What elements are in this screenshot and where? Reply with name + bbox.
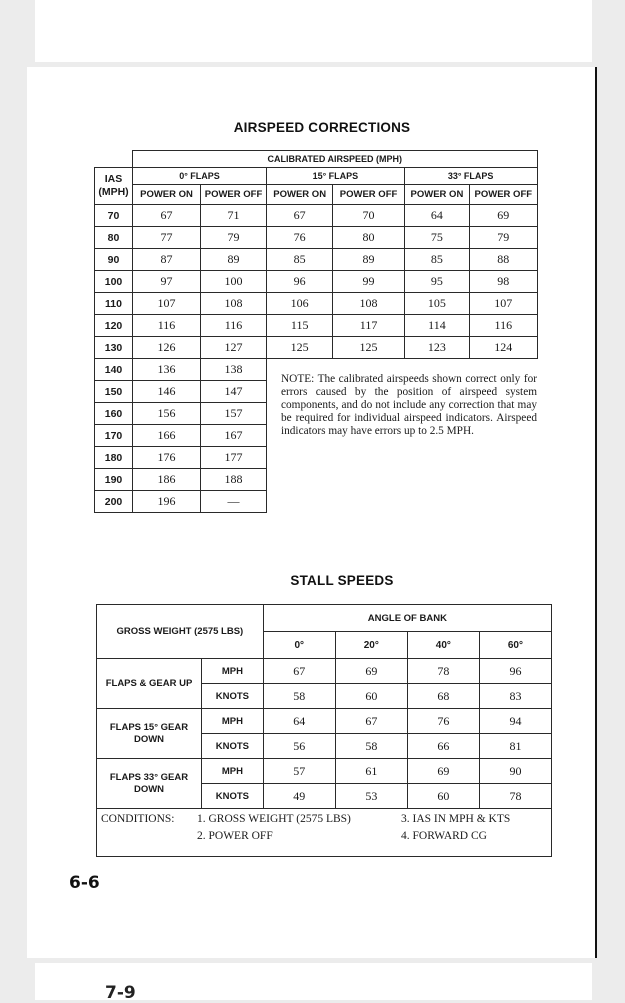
conditions-label: CONDITIONS: bbox=[101, 813, 175, 825]
ias-cell: 70 bbox=[95, 205, 133, 227]
stall-speed-cell: 49 bbox=[263, 784, 335, 809]
cas-cell: 85 bbox=[267, 249, 333, 271]
cas-cell: 138 bbox=[201, 359, 267, 381]
ias-cell: 90 bbox=[95, 249, 133, 271]
cas-cell: 108 bbox=[201, 293, 267, 315]
cas-cell: 89 bbox=[333, 249, 404, 271]
stall-speed-cell: 76 bbox=[407, 709, 479, 734]
cas-cell: 88 bbox=[470, 249, 537, 271]
table-row bbox=[95, 271, 538, 293]
cas-cell: 114 bbox=[404, 315, 469, 337]
cas-cell: 176 bbox=[133, 447, 201, 469]
stall-speed-cell: 67 bbox=[263, 659, 335, 684]
power-off-header: POWER OFF bbox=[333, 185, 404, 205]
unit-mph: MPH bbox=[202, 659, 264, 684]
cas-cell: 96 bbox=[267, 271, 333, 293]
table-row bbox=[97, 709, 552, 734]
power-off-header: POWER OFF bbox=[470, 185, 537, 205]
previous-page-edge bbox=[35, 0, 592, 62]
cas-cell: 123 bbox=[404, 337, 469, 359]
flaps-15-header: 15° FLAPS bbox=[267, 168, 405, 185]
cas-cell: 125 bbox=[333, 337, 404, 359]
stall-speeds-table bbox=[96, 604, 552, 857]
table-row bbox=[95, 315, 538, 337]
unit-mph: MPH bbox=[202, 759, 264, 784]
config-label: FLAPS & GEAR UP bbox=[97, 659, 202, 709]
cas-cell: 116 bbox=[133, 315, 201, 337]
ias-cell: 160 bbox=[95, 403, 133, 425]
cas-cell: 107 bbox=[470, 293, 537, 315]
stall-speed-cell: 83 bbox=[479, 684, 551, 709]
table-row bbox=[97, 759, 552, 784]
stall-speeds-title: STALL SPEEDS bbox=[290, 573, 394, 588]
table-row bbox=[95, 337, 538, 359]
stall-speed-cell: 61 bbox=[335, 759, 407, 784]
angle-header: 60° bbox=[479, 632, 551, 659]
ias-cell: 150 bbox=[95, 381, 133, 403]
cas-cell: 117 bbox=[333, 315, 404, 337]
cas-cell: 126 bbox=[133, 337, 201, 359]
cas-cell: 157 bbox=[201, 403, 267, 425]
ias-header: IAS (MPH) bbox=[95, 168, 133, 205]
ias-cell: 190 bbox=[95, 469, 133, 491]
page-number: 6-6 bbox=[69, 873, 100, 893]
cas-cell: 146 bbox=[133, 381, 201, 403]
condition-item: 3. IAS IN MPH & KTS bbox=[401, 813, 511, 825]
stall-speed-cell: 68 bbox=[407, 684, 479, 709]
power-on-header: POWER ON bbox=[267, 185, 333, 205]
cas-cell: 106 bbox=[267, 293, 333, 315]
stall-speed-cell: 67 bbox=[335, 709, 407, 734]
cas-cell: 76 bbox=[267, 227, 333, 249]
cas-cell: 166 bbox=[133, 425, 201, 447]
config-label: FLAPS 15° GEAR DOWN bbox=[97, 709, 202, 759]
flaps-33-header: 33° FLAPS bbox=[404, 168, 537, 185]
config-label: FLAPS 33° GEAR DOWN bbox=[97, 759, 202, 809]
ias-cell: 80 bbox=[95, 227, 133, 249]
unit-mph: MPH bbox=[202, 709, 264, 734]
ias-cell: 130 bbox=[95, 337, 133, 359]
stall-speed-cell: 69 bbox=[335, 659, 407, 684]
angle-header: 20° bbox=[335, 632, 407, 659]
cas-cell: — bbox=[201, 491, 267, 513]
cas-cell: 87 bbox=[133, 249, 201, 271]
cas-cell: 98 bbox=[470, 271, 537, 293]
cas-cell: 67 bbox=[133, 205, 201, 227]
stall-speed-cell: 64 bbox=[263, 709, 335, 734]
ias-cell: 120 bbox=[95, 315, 133, 337]
unit-knots: KNOTS bbox=[202, 684, 264, 709]
next-page-edge bbox=[35, 963, 592, 1003]
table-row bbox=[95, 227, 538, 249]
power-on-header: POWER ON bbox=[404, 185, 469, 205]
stall-speed-cell: 90 bbox=[479, 759, 551, 784]
cas-cell: 89 bbox=[201, 249, 267, 271]
unit-knots: KNOTS bbox=[202, 784, 264, 809]
stall-speed-cell: 58 bbox=[263, 684, 335, 709]
ias-cell: 170 bbox=[95, 425, 133, 447]
condition-item: 2. POWER OFF bbox=[197, 830, 273, 842]
cas-cell: 186 bbox=[133, 469, 201, 491]
condition-item: 1. GROSS WEIGHT (2575 LBS) bbox=[197, 813, 351, 825]
stall-speed-cell: 94 bbox=[479, 709, 551, 734]
angle-header: 0° bbox=[263, 632, 335, 659]
airspeed-corrections-table bbox=[94, 150, 538, 513]
gross-weight-header: GROSS WEIGHT (2575 LBS) bbox=[97, 605, 264, 659]
cas-cell: 79 bbox=[470, 227, 537, 249]
note-area bbox=[267, 359, 538, 513]
power-off-header: POWER OFF bbox=[201, 185, 267, 205]
stall-speed-cell: 58 bbox=[335, 734, 407, 759]
table-row bbox=[95, 359, 538, 381]
cas-cell: 99 bbox=[333, 271, 404, 293]
stall-speed-cell: 78 bbox=[407, 659, 479, 684]
cas-cell: 67 bbox=[267, 205, 333, 227]
table-row bbox=[95, 293, 538, 315]
stall-speed-cell: 60 bbox=[407, 784, 479, 809]
unit-knots: KNOTS bbox=[202, 734, 264, 759]
stall-speed-cell: 56 bbox=[263, 734, 335, 759]
stall-speed-cell: 57 bbox=[263, 759, 335, 784]
next-page-number: 7-9 bbox=[105, 983, 136, 1003]
conditions-row bbox=[97, 809, 552, 857]
cas-cell: 71 bbox=[201, 205, 267, 227]
cas-cell: 100 bbox=[201, 271, 267, 293]
manual-page bbox=[27, 67, 597, 958]
cas-cell: 147 bbox=[201, 381, 267, 403]
cas-cell: 85 bbox=[404, 249, 469, 271]
cas-cell: 196 bbox=[133, 491, 201, 513]
cas-cell: 69 bbox=[470, 205, 537, 227]
cas-cell: 107 bbox=[133, 293, 201, 315]
calibration-note: NOTE: The calibrated airspeeds shown correct only for errors caused by the position of airspeed system components, and do not include any correction that may be required for individual airspeed indicators. Airspeed indicators may have errors up to 2.5 MPH. bbox=[281, 373, 537, 437]
blank-corner bbox=[95, 151, 133, 168]
cas-cell: 80 bbox=[333, 227, 404, 249]
airspeed-corrections-title: AIRSPEED CORRECTIONS bbox=[233, 120, 411, 135]
table-row bbox=[95, 205, 538, 227]
stall-speed-cell: 78 bbox=[479, 784, 551, 809]
stall-speed-cell: 81 bbox=[479, 734, 551, 759]
cas-cell: 188 bbox=[201, 469, 267, 491]
angle-of-bank-header: ANGLE OF BANK bbox=[263, 605, 551, 632]
cas-cell: 70 bbox=[333, 205, 404, 227]
cas-cell: 156 bbox=[133, 403, 201, 425]
cas-cell: 136 bbox=[133, 359, 201, 381]
cas-cell: 97 bbox=[133, 271, 201, 293]
stall-speed-cell: 53 bbox=[335, 784, 407, 809]
cas-cell: 125 bbox=[267, 337, 333, 359]
cas-cell: 105 bbox=[404, 293, 469, 315]
angle-header: 40° bbox=[407, 632, 479, 659]
cas-cell: 116 bbox=[470, 315, 537, 337]
cas-cell: 127 bbox=[201, 337, 267, 359]
cas-cell: 79 bbox=[201, 227, 267, 249]
stall-speed-cell: 96 bbox=[479, 659, 551, 684]
cas-cell: 108 bbox=[333, 293, 404, 315]
stall-speed-cell: 60 bbox=[335, 684, 407, 709]
cas-cell: 177 bbox=[201, 447, 267, 469]
table-row bbox=[95, 249, 538, 271]
ias-cell: 180 bbox=[95, 447, 133, 469]
ias-cell: 110 bbox=[95, 293, 133, 315]
cas-cell: 167 bbox=[201, 425, 267, 447]
cas-cell: 124 bbox=[470, 337, 537, 359]
condition-item: 4. FORWARD CG bbox=[401, 830, 487, 842]
cas-cell: 95 bbox=[404, 271, 469, 293]
ias-cell: 200 bbox=[95, 491, 133, 513]
stall-speed-cell: 69 bbox=[407, 759, 479, 784]
stall-speed-cell: 66 bbox=[407, 734, 479, 759]
calibrated-airspeed-header: CALIBRATED AIRSPEED (MPH) bbox=[133, 151, 538, 168]
cas-cell: 64 bbox=[404, 205, 469, 227]
ias-cell: 140 bbox=[95, 359, 133, 381]
cas-cell: 116 bbox=[201, 315, 267, 337]
flaps-0-header: 0° FLAPS bbox=[133, 168, 267, 185]
ias-cell: 100 bbox=[95, 271, 133, 293]
cas-cell: 75 bbox=[404, 227, 469, 249]
cas-cell: 77 bbox=[133, 227, 201, 249]
power-on-header: POWER ON bbox=[133, 185, 201, 205]
cas-cell: 115 bbox=[267, 315, 333, 337]
table-row bbox=[97, 659, 552, 684]
